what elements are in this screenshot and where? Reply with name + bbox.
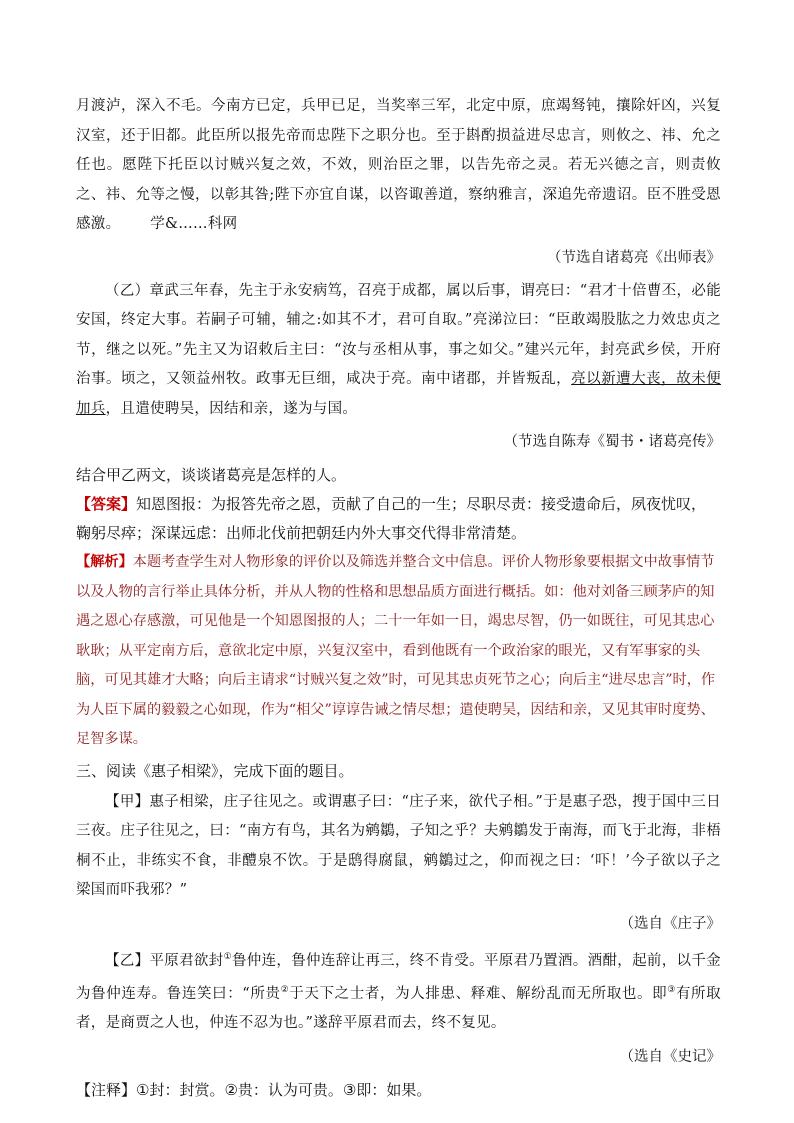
hz-yi-text-a: 【乙】平原君欲封	[105, 952, 224, 969]
answer	[76, 490, 721, 548]
hz-yi-text-d: 有所取者，是商贾之人也，仲连不忍为也。”遂辞平原君而去，终不复见。	[76, 985, 721, 1032]
huizi-jia-passage: 【甲】惠子相梁，庄子往见之。或谓惠子曰：“庄子来，欲代子相。”于是惠子恐，搜于国中三日三夜。庄子往见之，曰：“南方有鸟，其名为鹓鶵，子知之乎？夫鹓鶵发于南海，而飞于北海，非梧桐不止，非练实不食，非醴泉不饮。于是鸱得腐鼠，鹓鶵过之，仰而视之曰：‘吓！’今子欲以子之梁国而吓我邪？”	[76, 793, 721, 898]
hz-yi-text-c: 于天下之士者，为人排患、释难、解纷乱而无所取也。即	[289, 985, 668, 1002]
yi-passage	[76, 277, 721, 425]
note-mark-1: ①	[223, 951, 232, 962]
question: 结合甲乙两文，谈谈诸葛亮是怎样的人。	[76, 467, 347, 484]
huizi-yi-source: （选自《史记》	[619, 1048, 721, 1065]
watermark-text: 学&……科网	[150, 216, 238, 232]
answer-tag: 【答案】	[76, 496, 137, 513]
jia-source: （节选自诸葛亮《出师表》	[547, 249, 721, 266]
huizi-yi-passage	[76, 943, 721, 1039]
analysis-text: 本题考查学生对人物形象的评价以及筛选并整合文中信息。评价人物形象要根据文中故事情节以及人物的言行举止具体分析，并从人物的性格和思想品质方面进行概括。如：他对刘备三顾茅庐的知遇之恩心存感激，可见他是一个知恩图报的人；二十一年如一日，竭忠尽智，仍一如既往，可见其忠心耿耿；从平定南方后，意欲北定中原，兴复汉室中，看到他既有一个政治家的眼光，又有军事家的头脑，可见其雄才大略；向后主请求“讨贼兴复之效”时，可见其忠贞死节之心；向后主“进尽忠言”时，作为人臣下属的毅毅之心如现，作为“相父”谆谆告诫之情尽想；遣使聘吴，因结和亲，又见其审时度势、足智多谋。	[76, 554, 716, 747]
analysis	[76, 548, 721, 755]
note-mark-3: ③	[667, 984, 676, 995]
yi-text-b: ，且遣使聘吴，因结和亲，遂为与国。	[105, 400, 358, 417]
yi-underlined-sentence: 亮以新遭大丧，故未便加兵	[76, 371, 721, 417]
yi-source: （节选自陈寿《蜀书・诸葛亮传》	[503, 434, 721, 450]
section-three-heading: 三、阅读《惠子相梁》，完成下面的题目。	[76, 762, 354, 780]
answer-text: 知恩图报：为报答先帝之恩，贡献了自己的一生；尽职尽责：接受遗命后，夙夜忧叹，鞠躬尽瘁；深谋远虑：出师北伐前把朝廷内外大事交代得非常清楚。	[76, 496, 707, 542]
yi-text-a: （乙）章武三年春，先主于永安病笃，召亮于成都，属以后事，谓亮曰：“君才十倍曹丕，必能安国，终定大事。若嗣子可辅，辅之:如其不才，君可自取。”亮涕泣曰：“臣敢竭股肱之力效忠贞之节，继之以死。”先主又为诏敕后主曰：“汝与丞相从事，事之如父。”建兴元年，封亮武乡侯，开府治事。顷之，又领益州牧。政事无巨细，咸决于亮。南中诸郡，并皆叛乱，	[76, 282, 721, 387]
notes: 【注释】①封：封赏。②贵：认为可贵。③即：如果。	[76, 1081, 432, 1099]
hz-yi-text-b: 鲁仲连，鲁仲连辞让再三，终不肯受。平原君乃置酒。酒酣，起前，以千金为鲁仲连寿。鲁连笑曰：“所贵	[76, 952, 721, 1002]
document-page	[76, 92, 721, 1107]
jia-passage-tail	[76, 92, 721, 240]
analysis-tag: 【解析】	[76, 554, 133, 570]
note-mark-2: ②	[280, 984, 290, 995]
jia-text: 月渡泸，深入不毛。今南方已定，兵甲已足，当奖率三军，北定中原，庶竭驽钝，攘除奸凶，兴复汉室，还于旧都。此臣所以报先帝而忠陛下之职分也。至于斟酌损益进尽忠言，则攸之、祎、允之任也。愿陛下托臣以讨贼兴复之效，不效，则治臣之罪，以告先帝之灵。若无兴德之言，则责攸之、祎、允等之慢，以彰其咎;陛下亦宜自谋，以咨诹善道，察纳雅言，深追先帝遗诏。臣不胜受恩感激。	[76, 98, 721, 232]
huizi-jia-source: （选自《庄子》	[619, 915, 721, 932]
